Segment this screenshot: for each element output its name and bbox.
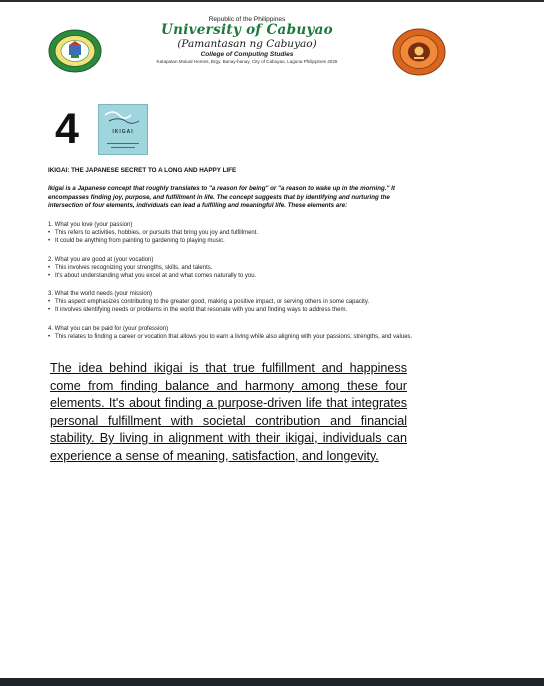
republic-label: Republic of the Philippines [208, 16, 286, 23]
element-vocation [48, 256, 414, 280]
intro-paragraph: Ikigai is a Japanese concept that roughly translates to "a reason for being" or "a reason to wake up in the morning." It encompasses finding joy, purpose, and fulfillment in life. The concept suggests that by identifying and nurturing the intersection of four elements, individuals can lead a fulfilling and meaningful life. These elements are: [48, 185, 395, 209]
section-number: 4 [55, 105, 79, 153]
college-seal-logo [392, 28, 446, 76]
list-item: • This refers to activities, hobbies, or pursuits that bring you joy and fulfillment. [48, 229, 414, 237]
college-name: College of Computing Studies [200, 51, 294, 58]
element-mission [48, 290, 414, 314]
list-item: • It could be anything from painting to gardening to playing music. [48, 237, 414, 245]
element-heading: 1. What you love (your passion) [48, 222, 133, 228]
conclusion-paragraph: The idea behind ikigai is that true fulfillment and happiness come from finding balance and harmony among these four elements. It's about finding a purpose-driven life that integrates personal fulfillment with societal contribution and financial stability. By living in alignment with their ikigai, individuals can experience a sense of meaning, satisfaction, and longevity. [50, 361, 407, 463]
bottom-border [0, 678, 544, 686]
list-item: • It's about understanding what you excel at and what comes naturally to you. [48, 272, 414, 280]
ikigai-book-cover-image [98, 104, 148, 155]
list-item: • This aspect emphasizes contributing to the greater good, making a positive impact, or serving others in some capacity. [48, 298, 414, 306]
top-border [0, 0, 544, 2]
element-heading: 4. What you can be paid for (your profession) [48, 326, 169, 332]
document-title: IKIGAI: THE JAPANESE SECRET TO A LONG AND HAPPY LIFE [48, 167, 237, 174]
element-heading: 2. What you are good at (your vocation) [48, 257, 154, 263]
element-heading: 3. What the world needs (your mission) [48, 291, 153, 297]
university-subtitle: (Pamantasan ng Cabuyao) [177, 38, 317, 50]
list-item: • This involves recognizing your strengths, skills, and talents. [48, 264, 414, 272]
list-item: • This relates to finding a career or vocation that allows you to earn a living while also aligning with your passions, strengths, and values. [48, 333, 414, 341]
university-seal-logo [48, 29, 102, 73]
university-address: Katapatan Mutual Homes, Brgy. Banay-banay, City of Cabuyao, Laguna Philippines 4025 [156, 59, 338, 64]
element-profession [48, 325, 414, 341]
book-cover-title: IKIGAI [112, 129, 134, 135]
letterhead [130, 15, 364, 64]
list-item: • It involves identifying needs or problems in the world that resonate with you and finding ways to address them. [48, 306, 414, 314]
university-name: University of Cabuyao [161, 22, 333, 38]
element-passion [48, 221, 414, 245]
